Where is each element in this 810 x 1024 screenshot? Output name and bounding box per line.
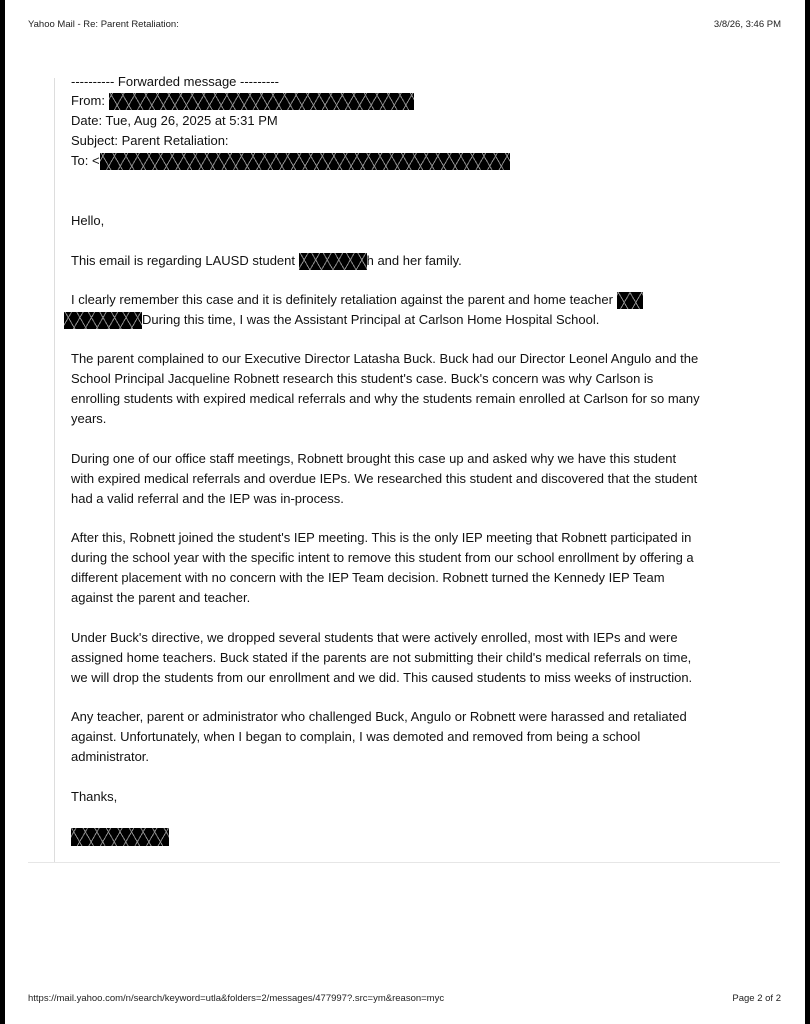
print-footer-page: Page 2 of 2 [732, 993, 781, 1004]
paragraph-3-line: enrolling students with expired medical referrals and why the students remain enrolled at Carlson for so many [71, 391, 700, 406]
paragraph-7-line: Any teacher, parent or administrator who challenged Buck, Angulo or Robnett were harassed and retaliated [71, 709, 687, 724]
paragraph-3-line: School Principal Jacqueline Robnett research this student's case. Buck's concern was why Carlson is [71, 371, 654, 386]
from-label: From: [71, 93, 105, 108]
p1-text: This email is regarding LAUSD student [71, 253, 299, 268]
paragraph-5-line: during the school year with the specific intent to remove this student from our school enrollment by offering a [71, 550, 694, 565]
date-line: Date: Tue, Aug 26, 2025 at 5:31 PM [71, 113, 278, 128]
subject-line: Subject: Parent Retaliation: [71, 133, 229, 148]
redacted-sender [109, 93, 414, 110]
print-header-title: Yahoo Mail - Re: Parent Retaliation: [28, 19, 179, 30]
to-label: To: < [71, 153, 100, 168]
paragraph-5-line: against the parent and teacher. [71, 590, 251, 605]
redacted-signature [71, 828, 169, 846]
paragraph-3-line: years. [71, 411, 107, 426]
paragraph-7-line: against. Unfortunately, when I began to complain, I was demoted and removed from being a school [71, 729, 641, 744]
paragraph-2-line-1 [71, 290, 643, 310]
to-line [71, 151, 510, 171]
redacted-teacher-name [617, 292, 643, 309]
paragraph-6-line: assigned home teachers. Buck stated if the parents are not submitting their child's medical referrals on time, [71, 650, 692, 665]
paragraph-4-line: had a valid referral and the IEP was in-process. [71, 491, 344, 506]
p1-text-after: h and her family. [366, 253, 462, 268]
p2-text-2: During this time, I was the Assistant Principal at Carlson Home Hospital School. [142, 312, 600, 327]
page-edge-left [0, 0, 5, 1024]
paragraph-2-line-2 [64, 310, 599, 330]
paragraph-4-line: During one of our office staff meetings, Robnett brought this case up and asked why we have this student [71, 451, 677, 466]
redacted-recipient [100, 153, 510, 170]
signature [71, 826, 169, 846]
message-divider [28, 862, 780, 863]
paragraph-1 [71, 251, 462, 271]
print-footer-url: https://mail.yahoo.com/n/search/keyword=utla&folders=2/messages/477997?.src=ym&reason=myc [28, 993, 445, 1004]
greeting: Hello, [71, 213, 105, 228]
paragraph-5-line: After this, Robnett joined the student's IEP meeting. This is the only IEP meeting that Robnett participated in [71, 530, 692, 545]
paragraph-7-line: administrator. [71, 749, 150, 764]
paragraph-5-line: different placement with no concern with the IEP Team decision. Robnett turned the Kennedy IEP Team [71, 570, 665, 585]
print-header-datetime: 3/8/26, 3:46 PM [713, 19, 781, 30]
paragraph-6-line: Under Buck's directive, we dropped several students that were actively enrolled, most with IEPs and were [71, 630, 678, 645]
quote-border [54, 78, 55, 862]
redacted-student-name [299, 253, 367, 270]
closing: Thanks, [71, 789, 118, 804]
paragraph-3-line: The parent complained to our Executive Director Latasha Buck. Buck had our Director Leonel Angulo and the [71, 351, 699, 366]
from-line [71, 91, 414, 111]
paragraph-6-line: we will drop the students from our enrollment and we did. This caused students to miss weeks of instruction. [71, 670, 693, 685]
forward-separator: ---------- Forwarded message --------- [71, 74, 279, 89]
page-edge-right [805, 0, 810, 1024]
paragraph-4-line: with expired medical referrals and overdue IEPs. We researched this student and discovered that the student [71, 471, 698, 486]
p2-text: I clearly remember this case and it is definitely retaliation against the parent and home teacher [71, 292, 613, 307]
redacted-teacher-name-cont [64, 312, 142, 329]
